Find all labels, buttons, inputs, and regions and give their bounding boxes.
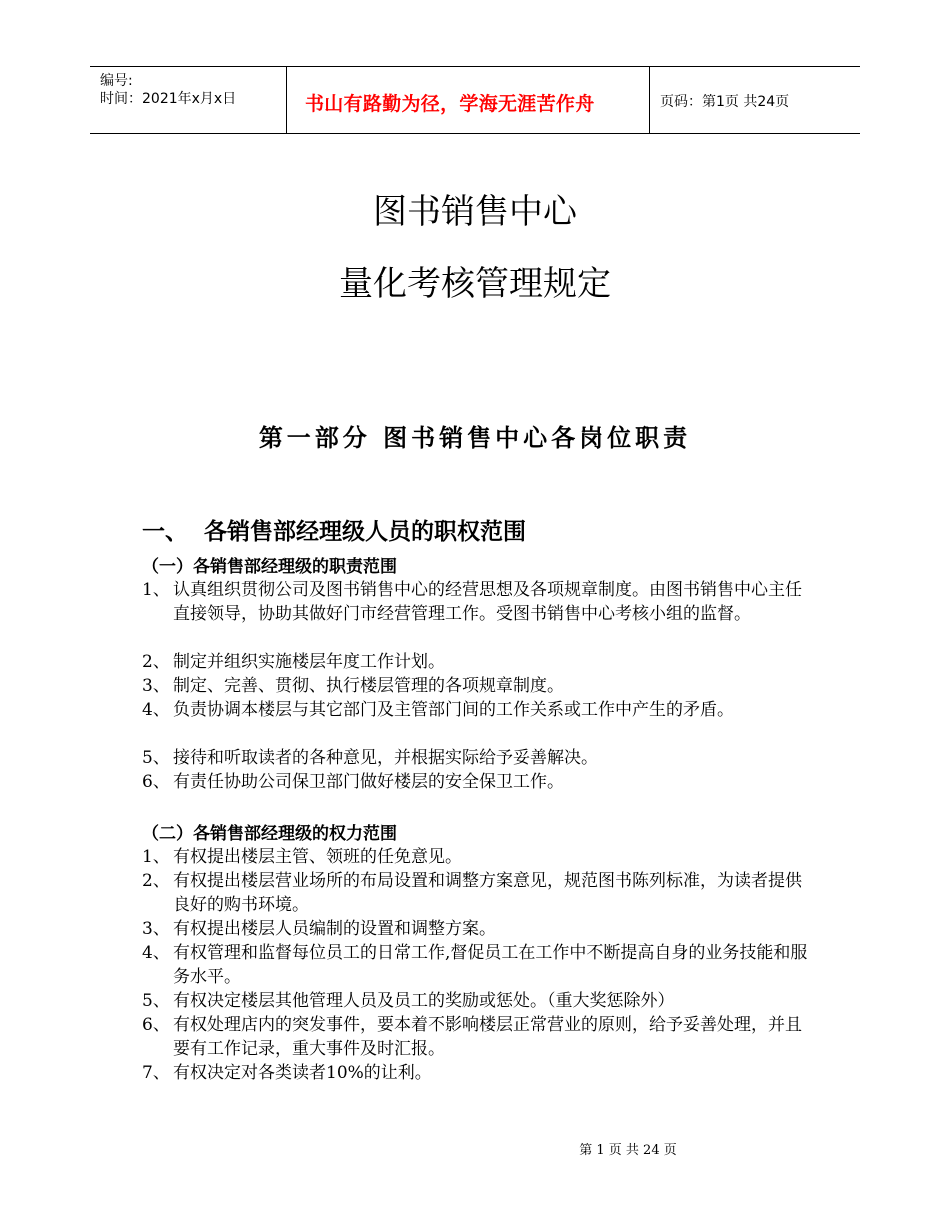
list-item-text: 接待和听取读者的各种意见，并根据实际给予妥善解决。 bbox=[173, 748, 598, 768]
document-title-line1: 图书销售中心 bbox=[373, 192, 577, 232]
list-item bbox=[142, 578, 813, 626]
list-item-number: 6、 bbox=[142, 1015, 170, 1035]
section-heading bbox=[142, 513, 526, 546]
page-footer: 第 1 页 共 24 页 bbox=[579, 1143, 677, 1158]
section-title-text: 各销售部经理级人员的职权范围 bbox=[204, 518, 526, 545]
list-item bbox=[142, 746, 813, 770]
list-item-number: 2、 bbox=[142, 871, 170, 891]
list-item bbox=[142, 650, 813, 674]
list-item-text: 制定并组织实施楼层年度工作计划。 bbox=[173, 652, 445, 672]
list-item-text: 有权决定楼层其他管理人员及员工的奖励或惩处。（重大奖惩除外） bbox=[173, 991, 675, 1011]
list-item-text: 有权管理和监督每位员工的日常工作,督促员工在工作中不断提高自身的业务技能和服务水平。 bbox=[173, 943, 808, 987]
part-title: 第一部分 图书销售中心各岗位职责 bbox=[258, 423, 692, 452]
list-item bbox=[142, 917, 813, 941]
list-item-text: 有权提出楼层营业场所的布局设置和调整方案意见，规范图书陈列标准，为读者提供良好的购书环境。 bbox=[173, 871, 802, 915]
list-item bbox=[142, 698, 813, 722]
list-item bbox=[142, 989, 813, 1013]
list-item-number: 1、 bbox=[142, 580, 170, 600]
list-item-number: 2、 bbox=[142, 652, 170, 672]
header-left-cell bbox=[90, 67, 287, 133]
list-item bbox=[142, 1013, 813, 1061]
list-item bbox=[142, 869, 813, 917]
list-item-text: 有权处理店内的突发事件，要本着不影响楼层正常营业的原则，给予妥善处理，并且要有工作记录，重大事件及时汇报。 bbox=[173, 1015, 802, 1059]
subsection-title-duties: （一）各销售部经理级的职责范围 bbox=[142, 557, 397, 577]
list-item bbox=[142, 770, 813, 794]
list-item-number: 3、 bbox=[142, 919, 170, 939]
list-item bbox=[142, 1061, 813, 1085]
list-item bbox=[142, 941, 813, 989]
header-table bbox=[90, 66, 860, 134]
list-item-number: 4、 bbox=[142, 700, 170, 720]
list-item-number: 6、 bbox=[142, 772, 170, 792]
list-item-text: 有责任协助公司保卫部门做好楼层的安全保卫工作。 bbox=[173, 772, 564, 792]
list-item-number: 5、 bbox=[142, 991, 170, 1011]
list-item-text: 制定、完善、贯彻、执行楼层管理的各项规章制度。 bbox=[173, 676, 564, 696]
list-item bbox=[142, 845, 813, 869]
list-item-text: 有权提出楼层主管、领班的任免意见。 bbox=[173, 847, 462, 867]
section-number: 一、 bbox=[142, 518, 188, 545]
list-item bbox=[142, 674, 813, 698]
list-item-text: 有权决定对各类读者10%的让利。 bbox=[173, 1063, 432, 1083]
page-code: 页码：第1页 共24页 bbox=[660, 94, 790, 110]
list-item-number: 5、 bbox=[142, 748, 170, 768]
motto-text: 书山有路勤为径，学海无涯苦作舟 bbox=[305, 93, 595, 115]
time-label: 时间：2021年x月x日 bbox=[100, 91, 237, 107]
document-title-line2: 量化考核管理规定 bbox=[339, 264, 611, 304]
subsection-title-powers: （二）各销售部经理级的权力范围 bbox=[142, 824, 397, 844]
number-label: 编号: bbox=[100, 73, 133, 89]
list-item-number: 3、 bbox=[142, 676, 170, 696]
list-item-text: 认真组织贯彻公司及图书销售中心的经营思想及各项规章制度。由图书销售中心主任直接领导，协助其做好门市经营管理工作。受图书销售中心考核小组的监督。 bbox=[173, 580, 802, 624]
list-item-number: 4、 bbox=[142, 943, 170, 963]
list-item-text: 有权提出楼层人员编制的设置和调整方案。 bbox=[173, 919, 496, 939]
list-item-number: 7、 bbox=[142, 1063, 170, 1083]
list-item-text: 负责协调本楼层与其它部门及主管部门间的工作关系或工作中产生的矛盾。 bbox=[173, 700, 734, 720]
header-motto-cell bbox=[287, 67, 650, 133]
header-page-cell bbox=[650, 67, 860, 133]
list-item-number: 1、 bbox=[142, 847, 170, 867]
